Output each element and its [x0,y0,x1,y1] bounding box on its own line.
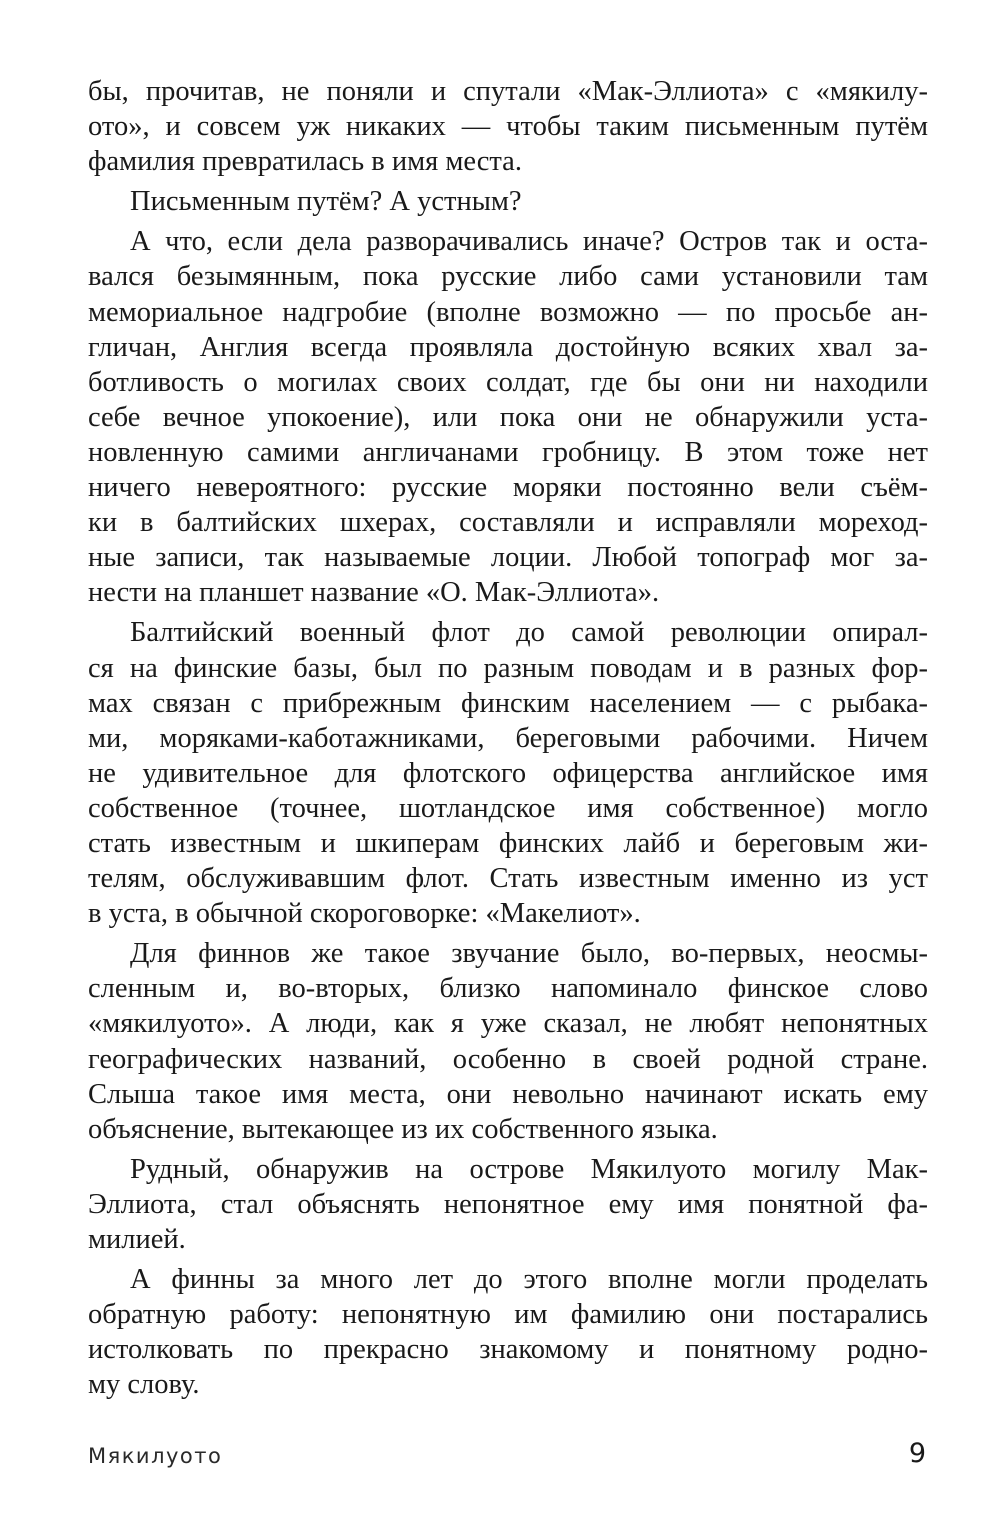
text-line: Балтийский военный флот до самой революции опирал- [130,617,928,649]
text-line: фамилия превратилась в имя места. [88,146,522,178]
text-line: ся на финские базы, был по разным поводам и в разных фор- [88,652,928,684]
text-line: сленным и, во-вторых, близко напоминало финское слово [88,973,928,1005]
text-line: истолковать по прекрасно знакомому и понятному родно- [88,1334,928,1366]
text-line: нести на планшет название «О. Мак-Эллиота». [88,577,660,609]
text-line: обратную работу: непонятную им фамилию они постарались [88,1299,928,1331]
text-line: новленную самими англичанами гробницу. В этом тоже нет [88,436,928,468]
paragraph-3 [88,224,928,610]
text-line: Слыша такое имя места, они невольно начинают искать ему [88,1078,928,1110]
text-line: гличан, Англия всегда проявляла достойную всяких хвал за- [88,331,928,363]
text-line: ные записи, так называемые лоции. Любой топограф мог за- [88,542,928,574]
paragraph-7 [88,1262,928,1402]
paragraph-4 [88,615,928,931]
text-line: географических названий, особенно в своей родной стране. [88,1043,928,1075]
text-line: Для финнов же такое звучание было, во-первых, неосмы- [130,938,928,970]
text-line: му слову. [88,1369,200,1401]
running-title: Мякилуото [88,1444,223,1468]
page-footer [88,1436,926,1476]
text-line: в уста, в обычной скороговорке: «Макелиот». [88,898,641,930]
text-line: вался безымянным, пока русские либо сами установили там [88,261,928,293]
text-line: объяснение, вытекающее из их собственного языка. [88,1113,718,1145]
text-line: ми, моряками-каботажниками, береговыми рабочими. Ничем [88,722,928,754]
text-line: милией. [88,1224,186,1255]
paragraph-2 [88,184,928,219]
text-line: Эллиота, стал объяснять непонятное ему имя понятной фа- [88,1188,928,1220]
text-line: Письменным путём? А устным? [130,186,522,218]
text-line: ки в балтийских шхерах, составляли и исправляли мореход- [88,507,928,539]
text-line: А что, если дела разворачивались иначе? Остров так и оста- [130,226,928,258]
text-line: Рудный, обнаружив на острове Мякилуото могилу Мак- [130,1153,928,1185]
text-line: «мякилуото». А люди, как я уже сказал, не любят непонятных [88,1008,928,1040]
paragraph-1 [88,74,928,179]
text-line: ото», и совсем уж никаких — чтобы таким письменным путём [88,111,928,143]
text-line: не удивительное для флотского офицерства английское имя [88,757,928,789]
text-line: бы, прочитав, не поняли и спутали «Мак-Эллиота» с «мякилу- [88,76,928,107]
text-line: мах связан с прибрежным финским населением — с рыбака- [88,687,928,719]
text-line: мемориальное надгробие (вполне возможно — по просьбе ан- [88,296,928,328]
text-line: ботливость о могилах своих солдат, где бы они ни находили [88,366,928,398]
text-line: А финны за много лет до этого вполне могли проделать [130,1264,928,1296]
paragraph-6 [88,1152,928,1257]
text-line: ничего невероятного: русские моряки постоянно вели съём- [88,472,928,504]
paragraph-5 [88,936,928,1147]
page-body [88,74,928,1402]
text-line: стать известным и шкиперам финских лайб и береговым жи- [88,827,928,859]
text-line: себе вечное упокоение), или пока они не обнаружили уста- [88,401,928,433]
text-line: собственное (точнее, шотландское имя собственное) могло [88,792,928,824]
page-number: 9 [908,1438,926,1469]
text-line: телям, обслуживавшим флот. Стать известным именно из уст [88,863,928,895]
